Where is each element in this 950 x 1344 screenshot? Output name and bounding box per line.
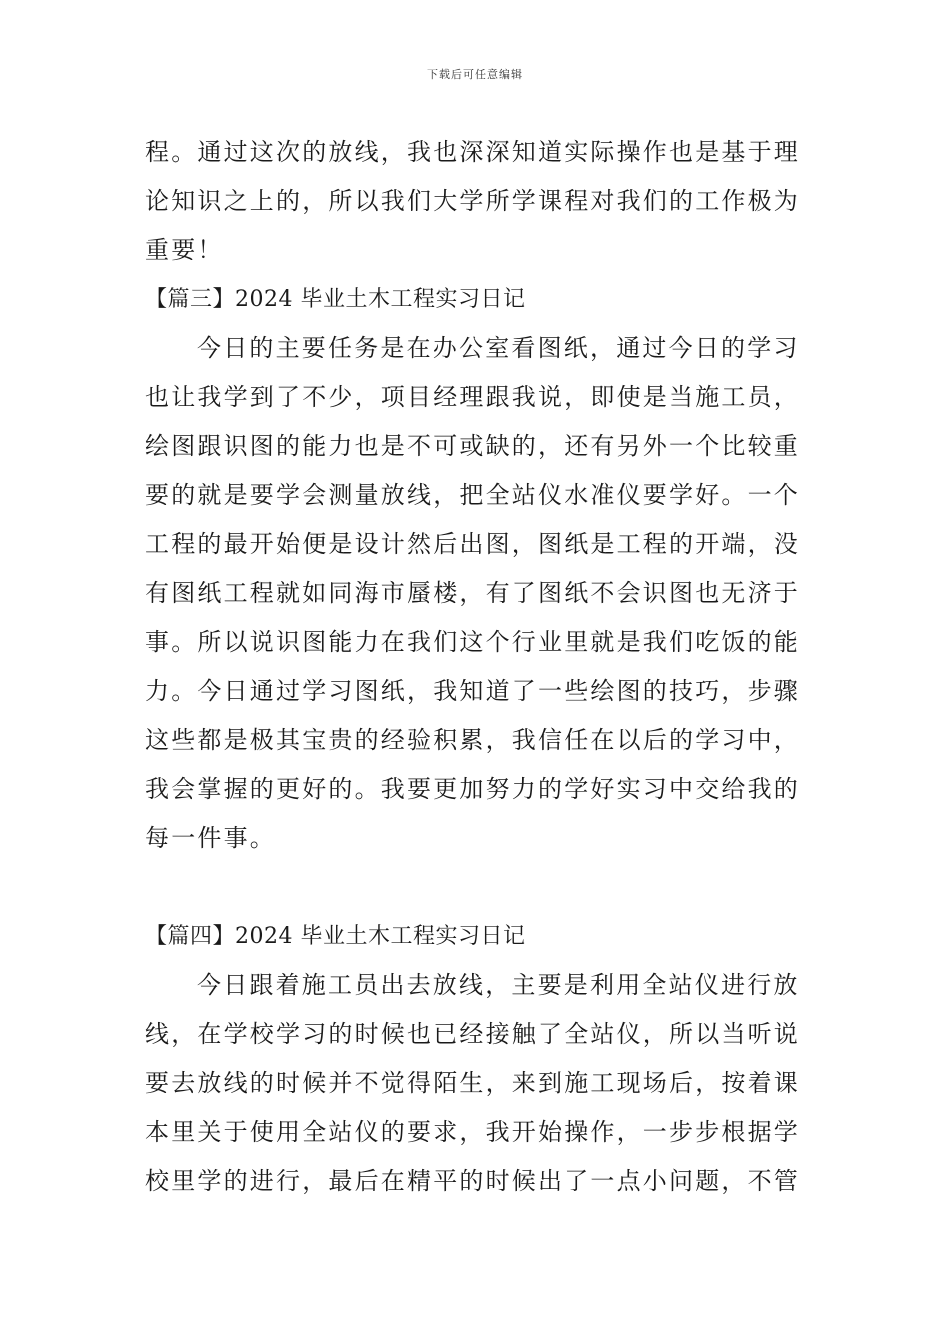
paragraph-line: 要去放线的时候并不觉得陌生，来到施工现场后，按着课 bbox=[145, 1069, 800, 1097]
paragraph-line: 线，在学校学习的时候也已经接触了全站仪，所以当听说 bbox=[145, 1020, 800, 1048]
section-spacer bbox=[145, 863, 810, 912]
paragraph-line: 本里关于使用全站仪的要求，我开始操作，一步步根据学 bbox=[145, 1118, 800, 1146]
page-header-note: 下载后可任意编辑 bbox=[427, 68, 523, 81]
document-body bbox=[145, 128, 810, 1206]
paragraph-line: 有图纸工程就如同海市蜃楼，有了图纸不会识图也无济于 bbox=[145, 579, 800, 607]
paragraph-line: 要的就是要学会测量放线，把全站仪水准仪要学好。一个 bbox=[145, 481, 800, 509]
paragraph-line: 绘图跟识图的能力也是不可或缺的，还有另外一个比较重 bbox=[145, 432, 800, 460]
paragraph-line: 今日跟着施工员出去放线，主要是利用全站仪进行放 bbox=[197, 971, 800, 999]
section-title-part3: 【篇三】2024 毕业土木工程实习日记 bbox=[145, 287, 526, 312]
paragraph-line: 重要！ bbox=[145, 236, 224, 264]
paragraph-line: 今日的主要任务是在办公室看图纸，通过今日的学习 bbox=[197, 334, 800, 362]
paragraph-line: 每一件事。 bbox=[145, 824, 276, 852]
paragraph-line: 我会掌握的更好的。我要更加努力的学好实习中交给我的 bbox=[145, 775, 800, 803]
paragraph-line: 程。通过这次的放线，我也深深知道实际操作也是基于理 bbox=[145, 138, 800, 166]
paragraph-line: 这些都是极其宝贵的经验积累，我信任在以后的学习中， bbox=[145, 726, 800, 754]
paragraph-line: 也让我学到了不少，项目经理跟我说，即使是当施工员， bbox=[145, 383, 800, 411]
paragraph-line: 力。今日通过学习图纸，我知道了一些绘图的技巧，步骤 bbox=[145, 677, 800, 705]
paragraph-line: 论知识之上的，所以我们大学所学课程对我们的工作极为 bbox=[145, 187, 800, 215]
paragraph-line: 事。所以说识图能力在我们这个行业里就是我们吃饭的能 bbox=[145, 628, 800, 656]
section-title-part4: 【篇四】2024 毕业土木工程实习日记 bbox=[145, 924, 526, 949]
paragraph-line: 工程的最开始便是设计然后出图，图纸是工程的开端，没 bbox=[145, 530, 800, 558]
paragraph-line: 校里学的进行，最后在精平的时候出了一点小问题，不管 bbox=[145, 1167, 800, 1195]
